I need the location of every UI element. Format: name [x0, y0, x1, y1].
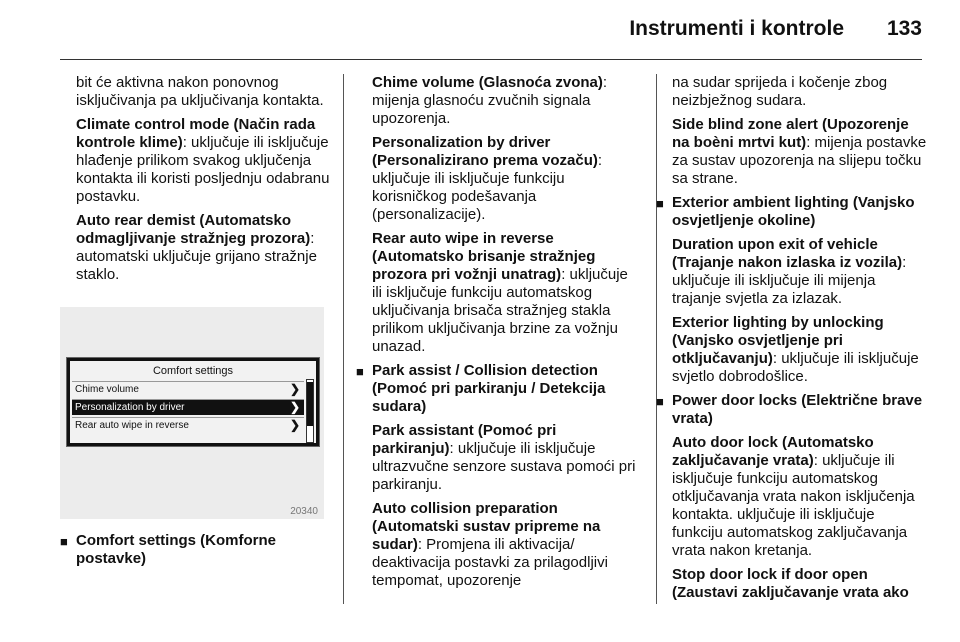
definition: : mijenja glasnoću zvučnih signala upozorenja.: [372, 74, 608, 127]
term: Rear auto wipe in reverse (Automatsko brisanje stražnjeg prozora pri vožnji unatrag): [372, 230, 596, 283]
term: Auto door lock (Automatsko zaključavanje vrata): [672, 434, 874, 469]
running-header-title: Instrumenti i kontrole: [629, 17, 844, 40]
definition: : Promjena ili aktivacija/ deaktivacija postavki za prilagodljivi tempomat, upozorenje: [372, 536, 608, 589]
column-2: [356, 74, 640, 596]
term: Chime volume (Glasnoća zvona): [372, 74, 603, 91]
chevron-right-icon: ❯: [289, 400, 300, 414]
definition: : uključuje ili isključuje hlađenje prilikom svakog uključenja kontakta ili koristi posljednju odabranu postavku.: [76, 134, 330, 205]
column-3: [656, 74, 928, 608]
column-divider: [343, 74, 344, 604]
bullet-icon: ■: [356, 364, 364, 379]
menu-item-label: Rear auto wipe in reverse: [75, 420, 189, 431]
term: Side blind zone alert (Upozorenje na boèni mrtvi kut): [672, 116, 909, 151]
chevron-right-icon: ❯: [289, 382, 300, 396]
page-number: 133: [886, 17, 922, 40]
paragraph: [76, 116, 338, 206]
screen-panel: [70, 361, 316, 443]
bullet-item: [60, 532, 338, 568]
paragraph: [672, 314, 928, 386]
bullet-heading: Park assist / Collision detection (Pomoć pri parkiranju / Detekcija sudara): [372, 362, 606, 415]
scrollbar: [306, 379, 314, 443]
term: Stop door lock if door open (Zaustavi zaključavanje vrata ako: [672, 566, 909, 601]
definition: : uključuje ili isključuje funkciju automatskog otključavanja vrata nakon isključenja kontakta. uključuje ili isključuje funkciju automatskog zaključavanja vrata nakon kretanja.: [672, 452, 915, 559]
bullet-item: [656, 392, 928, 428]
paragraph: [672, 434, 928, 560]
definition: : uključuje ili isključuje ili mijenja trajanje svjetla za izlazak.: [672, 254, 907, 307]
paragraph: [372, 134, 640, 224]
definition: : uključuje ili isključuje funkciju korisničkog podešavanja (personalizacije).: [372, 152, 603, 223]
scroll-thumb: [307, 382, 313, 426]
paragraph: [372, 230, 640, 356]
bullet-icon: ■: [60, 534, 68, 549]
bullet-item: [656, 194, 928, 230]
paragraph: bit će aktivna nakon ponovnog isključivanja pa uključivanja kontakta.: [76, 74, 324, 109]
column-divider: [656, 74, 657, 604]
bullet-item: [356, 362, 640, 416]
paragraph: [372, 422, 640, 494]
header-divider: [60, 59, 922, 60]
paragraph: [672, 116, 928, 188]
bullet-icon: ■: [656, 394, 664, 409]
bullet-heading: Exterior ambient lighting (Vanjsko osvjetljenje okoline): [672, 194, 915, 229]
paragraph: [672, 236, 928, 308]
definition: : automatski uključuje grijano stražnje staklo.: [76, 230, 317, 283]
screen-title: Comfort settings: [152, 365, 234, 377]
menu-item-chime-volume: [72, 381, 304, 397]
figure-id: 20340: [290, 506, 318, 517]
paragraph: [372, 74, 640, 128]
paragraph: na sudar sprijeda i kočenje zbog neizbježnog sudara.: [672, 74, 888, 109]
paragraph: [76, 212, 338, 284]
term: Climate control mode (Način rada kontrole klime): [76, 116, 316, 151]
term: Exterior lighting by unlocking (Vanjsko osvjetljenje pri otključavanju): [672, 314, 884, 367]
display-illustration: [60, 307, 324, 519]
term: Park assistant (Pomoć pri parkiranju): [372, 422, 557, 457]
definition: : uključuje ili isključuje ultrazvučne senzore sustava pomoći pri parkiranju.: [372, 440, 636, 493]
paragraph: [672, 566, 928, 602]
bullet-heading: Comfort settings (Komforne postavke): [76, 532, 276, 567]
paragraph: [372, 500, 640, 590]
definition: : mijenja postavke za sustav upozorenja na slijepu točku sa strane.: [672, 134, 927, 187]
menu-item-rear-wipe: [72, 417, 304, 433]
definition: : uključuje ili isključuje funkciju automatskog uključivanja brisača stražnjeg stakla prilikom uključivanja brzine za vožnju unazad.: [372, 266, 628, 355]
term: Auto collision preparation (Automatski sustav pripreme na sudar): [372, 500, 601, 553]
info-display-screen: [66, 357, 320, 447]
menu-item-label: Chime volume: [75, 384, 139, 395]
bullet-icon: ■: [656, 196, 664, 211]
column-1-bottom: [60, 532, 338, 574]
term: Auto rear demist (Automatsko odmagljivanje stražnjeg prozora): [76, 212, 311, 247]
chevron-right-icon: ❯: [289, 418, 300, 432]
definition: : uključuje ili isključuje svjetlo dobrodošlice.: [672, 350, 919, 385]
menu-item-personalization: [72, 399, 304, 415]
term: Personalization by driver (Personalizirano prema vozaču): [372, 134, 598, 169]
term: Duration upon exit of vehicle (Trajanje nakon izlaska iz vozila): [672, 236, 903, 271]
bullet-heading: Power door locks (Električne brave vrata): [672, 392, 923, 427]
column-1: [76, 74, 338, 290]
menu-item-label: Personalization by driver: [75, 402, 185, 413]
